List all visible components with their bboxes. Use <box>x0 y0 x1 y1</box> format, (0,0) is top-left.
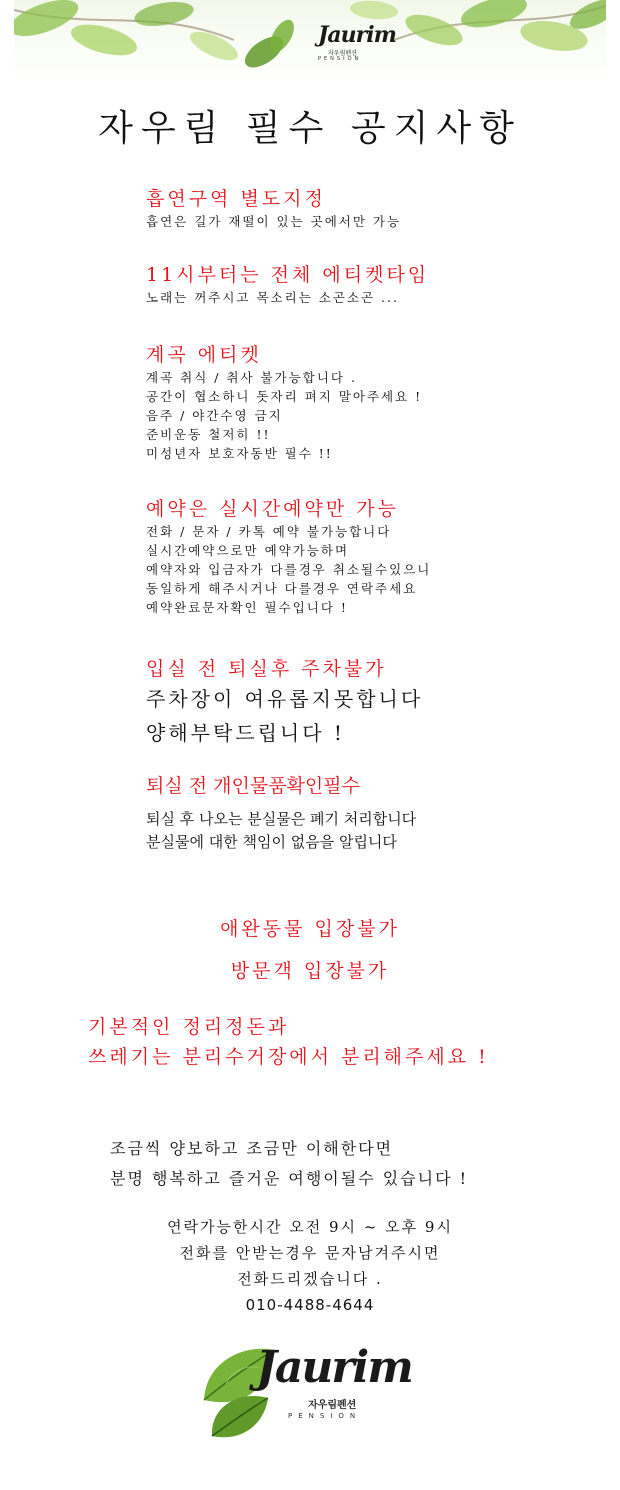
notice-pets: 애완동물 입장불가 <box>220 918 400 940</box>
section-line: 퇴실 후 나오는 분실물은 폐기 처리합니다 <box>146 810 417 828</box>
logo-wordmark: Jaurim <box>318 22 396 48</box>
closing-message <box>110 1134 610 1194</box>
contact-line: 전화드리겠습니다 . <box>237 1270 383 1288</box>
logo-subtitle: PENSION <box>288 1412 362 1420</box>
footer-logo <box>196 1340 416 1450</box>
section-line: 실시간예약으로만 예약가능하며 <box>146 543 350 558</box>
logo-korean-name: 자우림펜션 <box>328 50 357 57</box>
section-heading: 예약은 실시간예약만 가능 <box>146 498 399 520</box>
section-line: 계곡 취식 / 취사 불가능합니다 . <box>146 370 357 385</box>
header-logo <box>304 20 394 76</box>
section-line: 양해부탁드립니다 ! <box>146 721 345 745</box>
section-parking <box>146 656 606 750</box>
closing-line: 분명 행복하고 즐거운 여행이될수 있습니다 ! <box>110 1169 469 1188</box>
logo-subtitle: PENSION <box>318 56 362 62</box>
header-banner <box>14 0 606 82</box>
section-etiquette-time <box>146 262 606 307</box>
cleanup-line: 기본적인 정리정돈과 <box>88 1016 290 1038</box>
logo-wordmark: Jaurim <box>256 1342 412 1393</box>
contact-info <box>0 1214 620 1318</box>
notice-visitors: 방문객 입장불가 <box>230 960 390 982</box>
section-valley-etiquette <box>146 342 606 463</box>
contact-phone: 010-4488-4644 <box>245 1296 375 1314</box>
section-heading: 11시부터는 전체 에티켓타임 <box>146 264 430 286</box>
section-belongings <box>146 772 606 854</box>
section-line: 미성년자 보호자동반 필수 !! <box>146 446 333 461</box>
section-line: 전화 / 문자 / 카톡 예약 불가능합니다 <box>146 524 392 539</box>
section-line: 주차장이 여유롭지못합니다 <box>146 687 424 711</box>
section-line: 예약완료문자확인 필수입니다 ! <box>146 600 348 615</box>
section-heading: 계곡 에티켓 <box>146 344 262 366</box>
contact-line: 전화를 안받는경우 문자남겨주시면 <box>179 1244 441 1262</box>
section-heading: 입실 전 퇴실후 주차불가 <box>146 658 387 680</box>
logo-korean-name: 자우림펜션 <box>308 1400 357 1411</box>
section-line: 예약자와 입금자가 다를경우 취소될수있으니 <box>146 562 432 577</box>
section-heading: 퇴실 전 개인물품확인필수 <box>146 775 360 797</box>
section-line: 흡연은 길가 재떨이 있는 곳에서만 가능 <box>146 214 402 229</box>
contact-hours: 연락가능한시간 오전 9시 ~ 오후 9시 <box>167 1218 453 1236</box>
cleanup-notice <box>88 1012 608 1072</box>
section-line: 음주 / 야간수영 금지 <box>146 408 283 423</box>
section-line: 노래는 꺼주시고 목소리는 소곤소곤 ... <box>146 290 399 305</box>
closing-line: 조금씩 양보하고 조금만 이해한다면 <box>110 1139 394 1158</box>
section-heading: 흡연구역 별도지정 <box>146 188 326 210</box>
section-reservation <box>146 496 606 617</box>
section-smoking <box>146 186 606 231</box>
section-line: 분실물에 대한 책임이 없음을 알립니다 <box>146 833 397 851</box>
section-line: 동일하게 해주시거나 다를경우 연락주세요 <box>146 581 418 596</box>
cleanup-line: 쓰레기는 분리수거장에서 분리해주세요 ! <box>88 1046 489 1068</box>
section-line: 공간이 협소하니 돗자리 펴지 말아주세요 ! <box>146 389 423 404</box>
section-line: 준비운동 철저히 !! <box>146 427 271 442</box>
page-title: 자우림 필수 공지사항 <box>98 108 522 149</box>
